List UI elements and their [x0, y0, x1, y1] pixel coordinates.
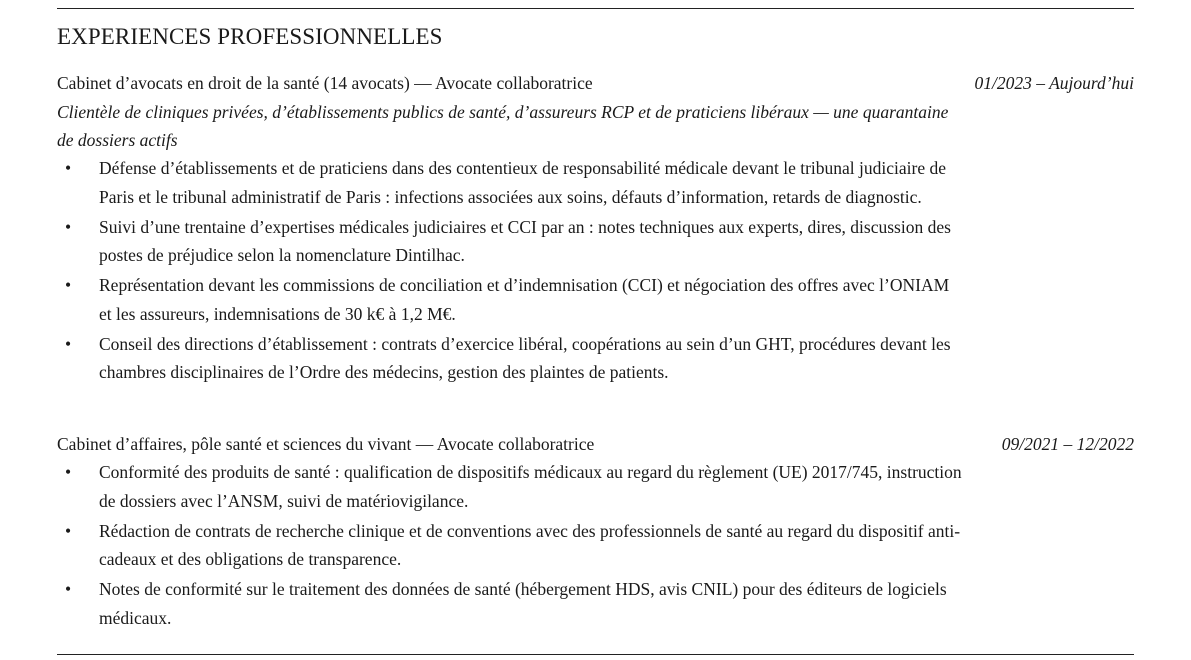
job-header	[57, 430, 1134, 458]
bullet-text: Suivi d’une trentaine d’expertises médicales judiciaires et CCI par an : notes techniques aux experts, dires, discussion des postes de préjudice selon la nomenclature Dintilhac.	[99, 216, 951, 265]
section-title: EXPERIENCES PROFESSIONNELLES	[57, 24, 443, 49]
bullet-item	[57, 458, 979, 515]
bullet-icon: •	[65, 520, 72, 541]
bullet-icon: •	[65, 333, 72, 354]
job-heading: Cabinet d’affaires, pôle santé et sciences du vivant — Avocate collaboratrice	[57, 434, 595, 454]
job-heading: Cabinet d’avocats en droit de la santé (14 avocats) — Avocate collaboratrice	[57, 73, 593, 93]
bullet-text: Conformité des produits de santé : qualification de dispositifs médicaux au regard du règlement (UE) 2017/745, instruction de dossiers avec l’ANSM, suivi de matériovigilance.	[99, 462, 962, 511]
bottom-divider	[57, 654, 1134, 655]
bullet-text: Représentation devant les commissions de conciliation et d’indemnisation (CCI) et négociation des offres avec l’ONIAM et les assureurs, indemnisations de 30 k€ à 1,2 M€.	[99, 275, 950, 324]
bullet-icon: •	[65, 579, 72, 599]
job-entry	[57, 430, 1134, 634]
bullet-item	[57, 330, 957, 387]
bullet-item	[57, 271, 957, 328]
bullet-text: Notes de conformité sur le traitement des données de santé (hébergement HDS, avis CNIL) pour des éditeurs de logiciels médicaux.	[99, 579, 947, 628]
top-divider	[57, 8, 1134, 9]
job-description: Clientèle de cliniques privées, d’établissements publics de santé, d’assureurs RCP et de praticiens libéraux — une quarantaine de dossiers actifs	[57, 102, 949, 150]
bullet-icon: •	[65, 462, 72, 482]
bullet-text: Défense d’établissements et de praticiens dans des contentieux de responsabilité médicale devant le tribunal judiciaire de Paris et le tribunal administratif de Paris : infections associées aux soins, défauts d’information, retards de diagnostic.	[99, 158, 946, 207]
bullet-icon: •	[65, 275, 72, 295]
job-dates: 01/2023 – Aujourd’hui	[974, 73, 1134, 93]
job-header	[57, 69, 1134, 97]
bullet-icon: •	[65, 158, 72, 178]
job-bullet-list	[57, 154, 1134, 387]
bullet-text: Conseil des directions d’établissement : contrats d’exercice libéral, coopérations au sein d’un GHT, procédures devant les chambres disciplinaires de l’Ordre des médecins, gestion des plaintes de patients.	[99, 333, 951, 382]
bullet-text: Rédaction de contrats de recherche clinique et de conventions avec des professionnels de santé au regard du dispositif anti-cadeaux et des obligations de transparence.	[99, 520, 961, 569]
job-entry	[57, 69, 1134, 388]
bullet-item	[57, 517, 979, 574]
bullet-item	[57, 575, 979, 632]
bullet-item	[57, 154, 957, 211]
job-dates: 09/2021 – 12/2022	[1001, 434, 1134, 454]
bullet-item	[57, 213, 957, 270]
bullet-icon: •	[65, 216, 72, 237]
job-bullet-list	[57, 458, 1134, 632]
